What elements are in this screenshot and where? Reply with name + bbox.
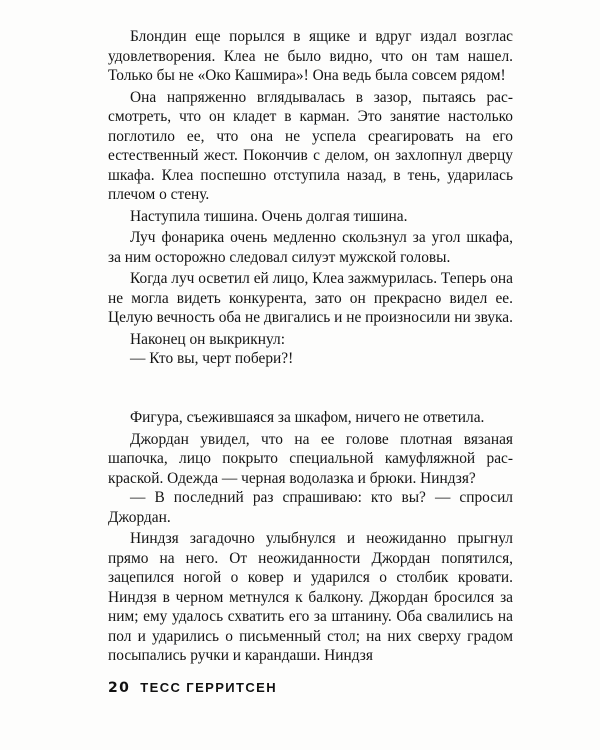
page-number: 20 xyxy=(108,680,131,696)
paragraph: Джордан увидел, что на ее голове плотная вязаная шапочка, лицо покрыто специальной камуфляжной раскраской. Одежда — черная водолазка и брюки. Ниндзя? xyxy=(108,430,513,487)
text-section-1 xyxy=(108,27,513,369)
paragraph: Ниндзя загадочно улыбнулся и неожиданно прыгнул прямо на него. От неожиданности Джордан попятился, зацепился ногой о ковер и ударился о столбик кровати. Ниндзя в черном метнулся к балкону. Джордан бросился за ним; ему удалось схватить его за штанину. Оба свалились на пол и ударились о письменный стол; на них сверху градом посыпались ручки и карандаши. Ниндзя xyxy=(108,530,513,664)
dialogue-line: — Кто вы, черт побери?! xyxy=(130,350,294,367)
running-title: ТЕСС ГЕРРИТСЕН xyxy=(140,680,278,695)
paragraph: Наступила тишина. Очень долгая тишина. xyxy=(130,207,408,225)
paragraph: Фигура, съежившаяся за шкафом, ничего не ответила. xyxy=(130,409,485,426)
page-footer xyxy=(108,680,277,696)
paragraph: Наконец он выкрикнул: xyxy=(130,330,285,348)
paragraph: Когда луч осветил ей лицо, Клеа зажмурилась. Теперь она не могла видеть конкурента, зато он прекрасно видел ее. Целую вечность оба не двигались и не произносили ни звука. xyxy=(108,270,513,326)
text-section-2 xyxy=(108,408,513,666)
dialogue-line: — В последний раз спрашиваю: кто вы? — спросил Джордан. xyxy=(108,489,513,526)
paragraph: Она напряженно вглядывалась в зазор, пытаясь рассмотреть, что он кладет в карман. Это занятие настолько поглотило ее, что она не успела среагировать на его естественный жест. Покончив с делом, он захлопнул дверцу шкафа. Клеа поспешно отступила назад, в тень, ударилась плечом о стену. xyxy=(108,88,513,203)
paragraph: Блондин еще порылся в ящике и вдруг издал возглас удовлетворения. Клеа не было видно, что он там нашел. Только бы не «Око Кашмира»! Она ведь была совсем рядом! xyxy=(108,28,513,84)
paragraph: Луч фонарика очень медленно скользнул за угол шкафа, за ним осторожно следовал силуэт мужской головы. xyxy=(108,229,513,266)
